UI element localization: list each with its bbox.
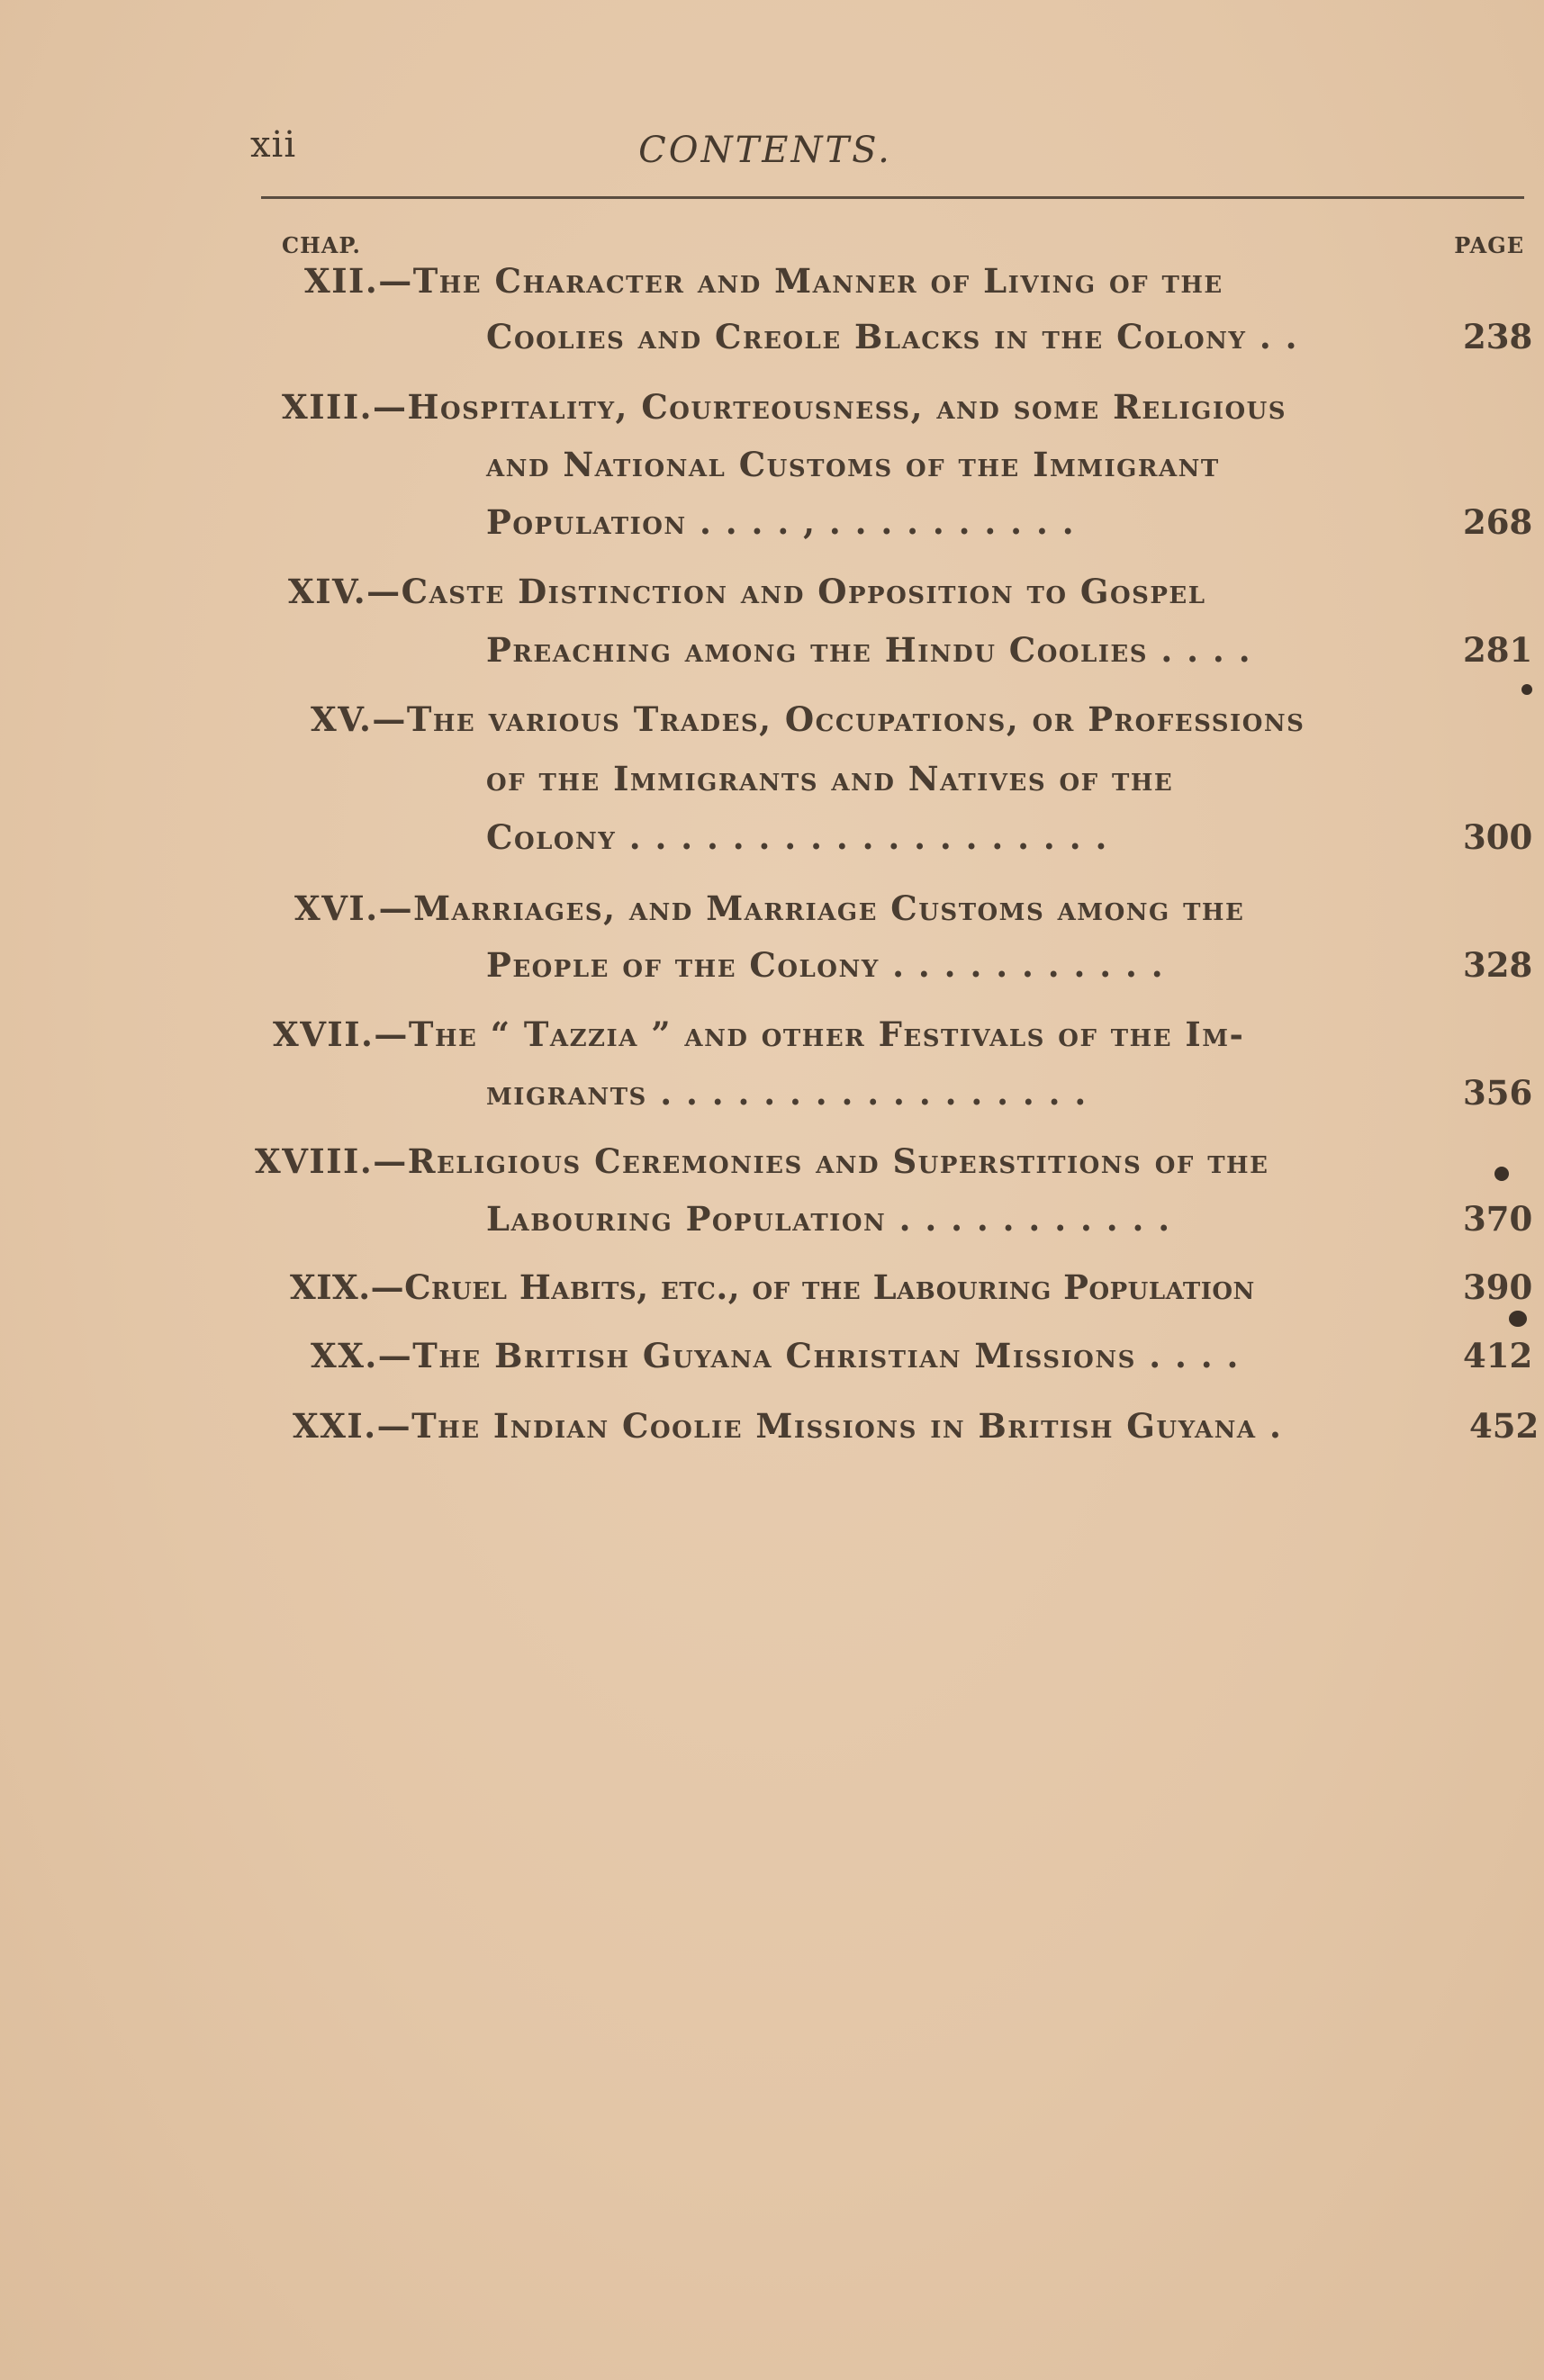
page-title: CONTENTS. <box>638 130 892 171</box>
toc-line: XII.—The Character and Manner of Living of the <box>304 261 1223 301</box>
toc-line: XVII.—The “ Tazzia ” and other Festivals of the Im- <box>273 1014 1245 1054</box>
toc-line: Colony . . . . . . . . . . . . . . . . . . . <box>486 817 1108 857</box>
toc-page-number: 370 <box>1463 1199 1533 1239</box>
toc-page-number: 452 <box>1469 1406 1539 1446</box>
toc-line: XX.—The British Guyana Christian Missions . . . . <box>311 1336 1240 1375</box>
toc-page-number: 238 <box>1463 317 1533 356</box>
toc-page-number: 328 <box>1463 945 1533 985</box>
header-rule <box>261 196 1524 199</box>
toc-line: XIII.—Hospitality, Courteousness, and some Religious <box>282 387 1287 427</box>
toc-line: XIV.—Caste Distinction and Opposition to Gospel <box>288 572 1206 611</box>
toc-line: migrants . . . . . . . . . . . . . . . . . <box>486 1073 1088 1113</box>
toc-line: XVIII.—Religious Ceremonies and Superstitions of the <box>255 1141 1269 1181</box>
toc-line: XVI.—Marriages, and Marriage Customs among the <box>294 888 1245 928</box>
page-column-label: PAGE <box>1454 232 1524 258</box>
toc-page-number: 281 <box>1463 630 1533 670</box>
ink-spot <box>1521 684 1532 695</box>
toc-line: Labouring Population . . . . . . . . . . . <box>486 1199 1171 1239</box>
toc-line: and National Customs of the Immigrant <box>486 445 1220 484</box>
toc-line: XXI.—The Indian Coolie Missions in British Guyana . <box>293 1406 1283 1446</box>
toc-line: Preaching among the Hindu Coolies . . . . <box>486 630 1252 670</box>
chap-column-label: CHAP. <box>282 232 361 258</box>
toc-line: People of the Colony . . . . . . . . . . . <box>486 945 1165 985</box>
toc-line: Coolies and Creole Blacks in the Colony . . <box>486 317 1299 356</box>
ink-spot <box>1494 1167 1509 1181</box>
toc-line: XV.—The various Trades, Occupations, or Professions <box>311 699 1305 739</box>
toc-page-number: 390 <box>1463 1267 1533 1307</box>
toc-page-number: 268 <box>1463 502 1533 542</box>
folio-number: xii <box>250 124 297 166</box>
toc-page-number: 412 <box>1463 1336 1533 1375</box>
toc-page-number: 356 <box>1463 1073 1533 1113</box>
toc-line: Population . . . . , . . . . . . . . . . <box>486 502 1076 542</box>
toc-line: of the Immigrants and Natives of the <box>486 759 1174 798</box>
ink-spot <box>1509 1311 1527 1327</box>
toc-page-number: 300 <box>1463 817 1533 857</box>
toc-line: XIX.—Cruel Habits, etc., of the Labouring Population <box>290 1267 1255 1307</box>
